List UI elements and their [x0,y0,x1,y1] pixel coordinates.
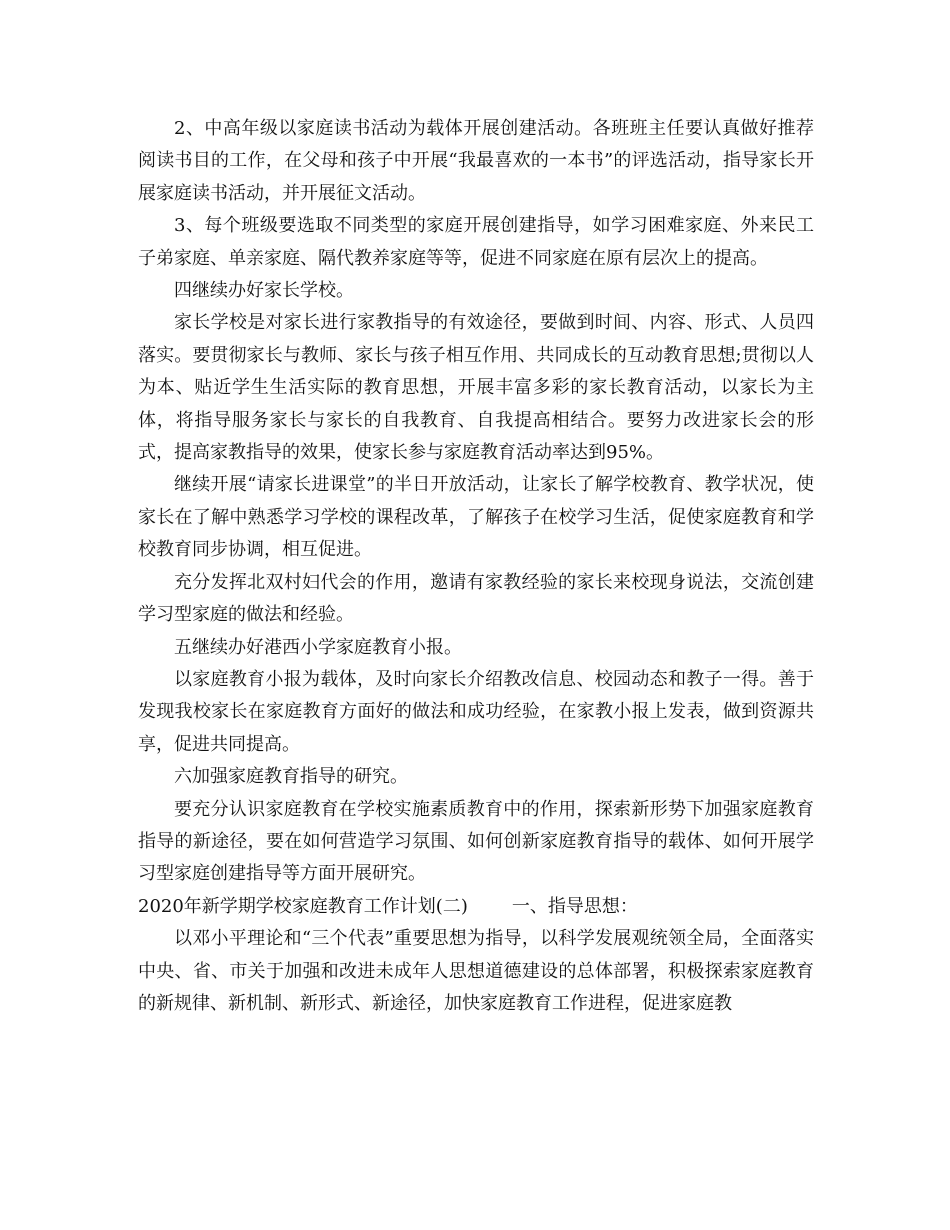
paragraph-reading-activity: 2、中高年级以家庭读书活动为载体开展创建活动。各班班主任要认真做好推荐阅读书目的工作，在父母和孩子中开展“我最喜欢的一本书”的评选活动，指导家长开展家庭读书活动，并开展征文活动。 [138,118,814,204]
guiding-thought-heading: 一、指导思想： [511,895,638,917]
section-title-line [138,891,814,923]
heading-research: 六加强家庭教育指导的研究。 [174,766,408,788]
heading-newspaper: 五继续办好港西小学家庭教育小报。 [174,636,462,658]
paragraph-research: 要充分认识家庭教育在学校实施素质教育中的作用，探索新形势下加强家庭教育指导的新途径，要在如何营造学习氛围、如何创新家庭教育指导的载体、如何开展学习型家庭创建指导等方面开展研究。 [138,798,814,885]
document-page [138,113,814,1020]
paragraph-family-types: 3、每个班级要选取不同类型的家庭开展创建指导，如学习困难家庭、外来民工子弟家庭、单亲家庭、隔代教养家庭等等，促进不同家庭在原有层次上的提高。 [138,215,814,269]
paragraph-guiding-thought: 以邓小平理论和“三个代表”重要思想为指导，以科学发展观统领全局，全面落实中央、省、市关于加强和改进未成年人思想道德建设的总体部署，积极探索家庭教育的新规律、新机制、新形式、新途径，加快家庭教育工作进程，促进家庭教 [138,928,814,1014]
paragraph-womens-federation: 充分发挥北双村妇代会的作用，邀请有家教经验的家长来校现身说法，交流创建学习型家庭的做法和经验。 [138,571,814,626]
heading-parent-school: 四继续办好家长学校。 [174,280,354,302]
plan-title: 2020年新学期学校家庭教育工作计划(二) [138,895,468,917]
paragraph-open-classroom: 继续开展“请家长进课堂”的半日开放活动，让家长了解学校教育、教学状况，使家长在了解中熟悉学习学校的课程改革，了解孩子在校学习生活，促使家庭教育和学校教育同步协调，相互促进。 [138,474,814,561]
paragraph-newspaper: 以家庭教育小报为载体，及时向家长介绍教改信息、校园动态和教子一得。善于发现我校家长在家庭教育方面好的做法和成功经验，在家教小报上发表，做到资源共享，促进共同提高。 [138,668,814,755]
paragraph-parent-school: 家长学校是对家长进行家教指导的有效途径，要做到时间、内容、形式、人员四落实。要贯彻家长与教师、家长与孩子相互作用、共同成长的互动教育思想;贯彻以人为本、贴近学生生活实际的教育思想，开展丰富多彩的家长教育活动，以家长为主体，将指导服务家长与家长的自我教育、自我提高相结合。要努力改进家长会的形式，提高家教指导的效果，使家长参与家庭教育活动率达到95%。 [138,312,814,464]
